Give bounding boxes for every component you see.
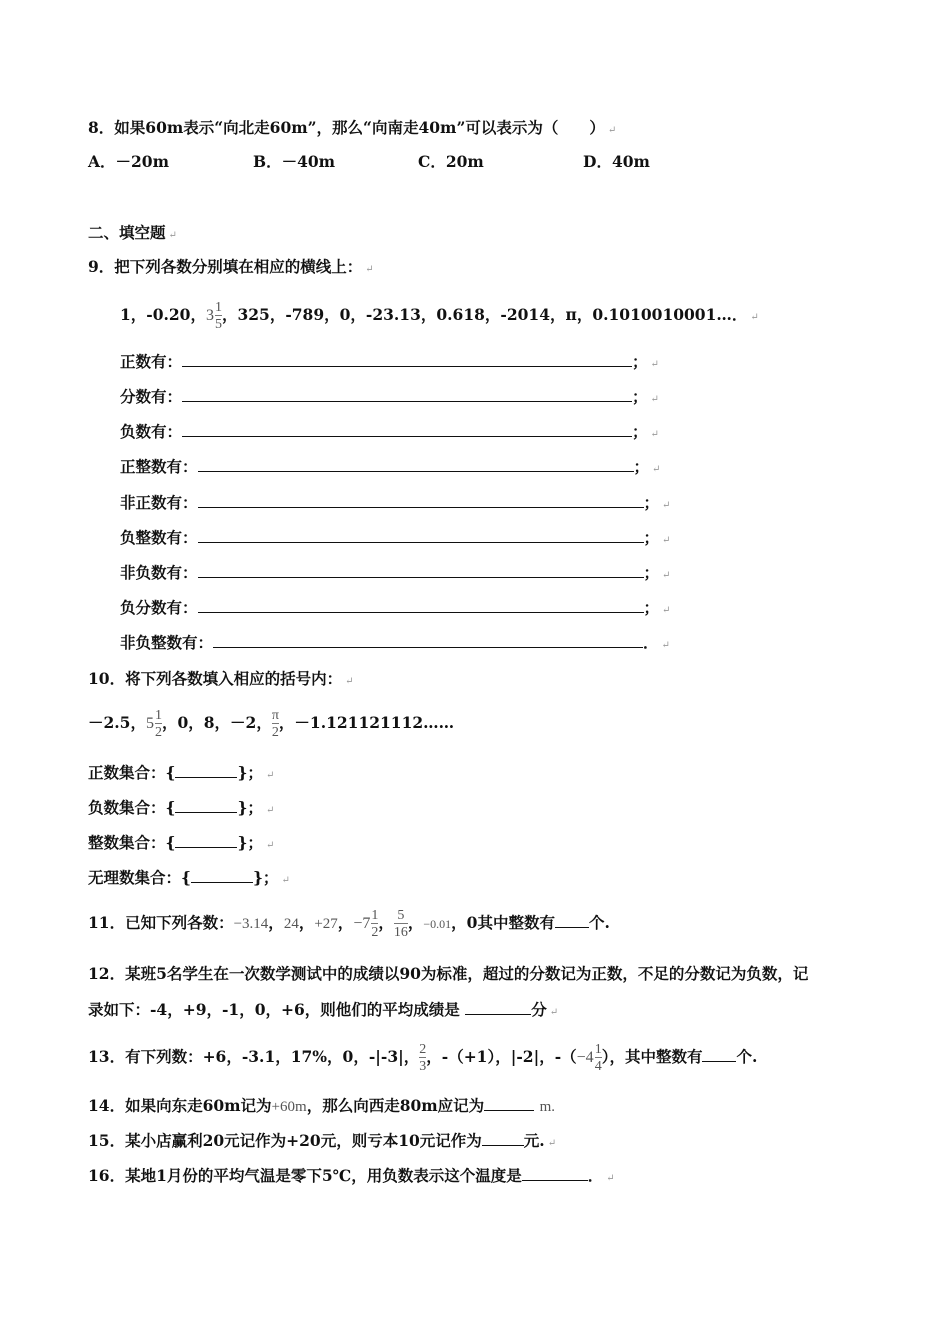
q9-row-non-negative-integer: 非负整数有： ． ↵ — [120, 633, 670, 652]
q10-stem: 10．将下列各数填入相应的括号内： ↵ — [88, 669, 354, 688]
q9-row-positive: 正数有： ； ↵ — [120, 352, 659, 371]
q10-mixed-fraction: $\frac{1}{2}$ — [154, 708, 162, 740]
section-title: 二、填空题 ↵ — [88, 223, 177, 242]
q11-fraction: $\frac{5}{16}$ — [393, 908, 408, 940]
q11-mixed-fraction: $\frac{1}{2}$ — [371, 908, 379, 940]
answer-blank[interactable] — [198, 528, 644, 543]
answer-blank[interactable] — [484, 1096, 534, 1111]
q10-set-positive: 正数集合：{ }； ↵ — [88, 763, 275, 782]
q13-mixed-fraction: $\frac{1}{4}$ — [594, 1042, 602, 1074]
q9-number-list: 1，-0.20，3 $\frac{1}{5}$ ，325，-789，0，-23.13，0.618，-2014，π，0.1010010001…． ↵ — [120, 300, 759, 332]
q9-row-positive-integer: 正整数有： ； ↵ — [120, 457, 661, 476]
q9-row-non-negative: 非负数有： ； ↵ — [120, 563, 671, 582]
answer-blank[interactable] — [482, 1131, 524, 1146]
answer-blank[interactable] — [465, 1000, 531, 1015]
q8-option-b: B．－40m — [253, 152, 336, 171]
q9-stem: 9．把下列各数分别填在相应的横线上： ↵ — [88, 257, 374, 276]
answer-blank[interactable] — [213, 633, 643, 648]
q15: 15．某小店赢利20元记作为+20元，则亏本10元记作为 元. ↵ — [88, 1131, 557, 1150]
q10-pi-fraction: $\frac{\pi}{2}$ — [271, 708, 279, 740]
q13-fraction: $\frac{2}{3}$ — [419, 1042, 427, 1074]
answer-blank[interactable] — [182, 387, 632, 402]
q14: 14．如果向东走60m记为+60m，那么向西走80m应记为 m. — [88, 1096, 555, 1115]
answer-blank[interactable] — [555, 913, 589, 928]
q9-row-fraction: 分数有： ； ↵ — [120, 387, 659, 406]
answer-blank[interactable] — [175, 833, 237, 848]
q8-option-d: D．40m — [583, 152, 650, 171]
q10-set-irrational: 无理数集合：{ }； ↵ — [88, 868, 290, 887]
q12-line1: 12．某班5名学生在一次数学测试中的成绩以90为标准，超过的分数记为正数，不足的分数记为负数，记 — [88, 964, 809, 983]
q12-line2: 录如下：-4，+9，-1，0，+6，则他们的平均成绩是 分 ↵ — [88, 1000, 559, 1019]
q8-option-c: C．20m — [418, 152, 484, 171]
answer-blank[interactable] — [702, 1047, 736, 1062]
answer-blank[interactable] — [191, 868, 253, 883]
q10-set-integer: 整数集合：{ }； ↵ — [88, 833, 275, 852]
answer-blank[interactable] — [175, 763, 237, 778]
q9-row-negative-integer: 负整数有： ； ↵ — [120, 528, 671, 547]
q10-set-negative: 负数集合：{ }； ↵ — [88, 798, 275, 817]
answer-blank[interactable] — [198, 457, 634, 472]
q9-row-negative: 负数有： ； ↵ — [120, 422, 659, 441]
q13: 13．有下列数：+6，-3.1，17%，0，-|-3|， $\frac{2}{3}$ ，-（+1），|-2|，-（−4 $\frac{1}{4}$ ），其中整数有 个. — [88, 1042, 758, 1074]
q9-mixed-fraction: $\frac{1}{5}$ — [214, 300, 222, 332]
q11: 11．已知下列各数：−3.14，24，+27，−7 $\frac{1}{2}$ ， $\frac{5}{16}$ ，−0.01，0其中整数有 个. — [88, 908, 610, 940]
answer-blank[interactable] — [198, 563, 644, 578]
answer-blank[interactable] — [182, 422, 632, 437]
q8-option-a: A．－20m — [88, 152, 169, 171]
answer-blank[interactable] — [182, 352, 632, 367]
answer-blank[interactable] — [522, 1166, 588, 1181]
q9-row-negative-fraction: 负分数有： ； ↵ — [120, 598, 671, 617]
q8-stem: 8．如果60m表示“向北走60m”，那么“向南走40m”可以表示为（ ） ↵ — [88, 118, 617, 137]
q10-number-list: －2.5，5 $\frac{1}{2}$ ，0，8，－2， $\frac{\pi}{2}$ ，－1.121121112…… — [88, 708, 455, 740]
answer-blank[interactable] — [198, 598, 644, 613]
answer-blank[interactable] — [175, 798, 237, 813]
q9-row-non-positive: 非正数有： ； ↵ — [120, 493, 671, 512]
q16: 16．某地1月份的平均气温是零下5℃，用负数表示这个温度是 ． ↵ — [88, 1166, 615, 1185]
answer-blank[interactable] — [198, 493, 644, 508]
